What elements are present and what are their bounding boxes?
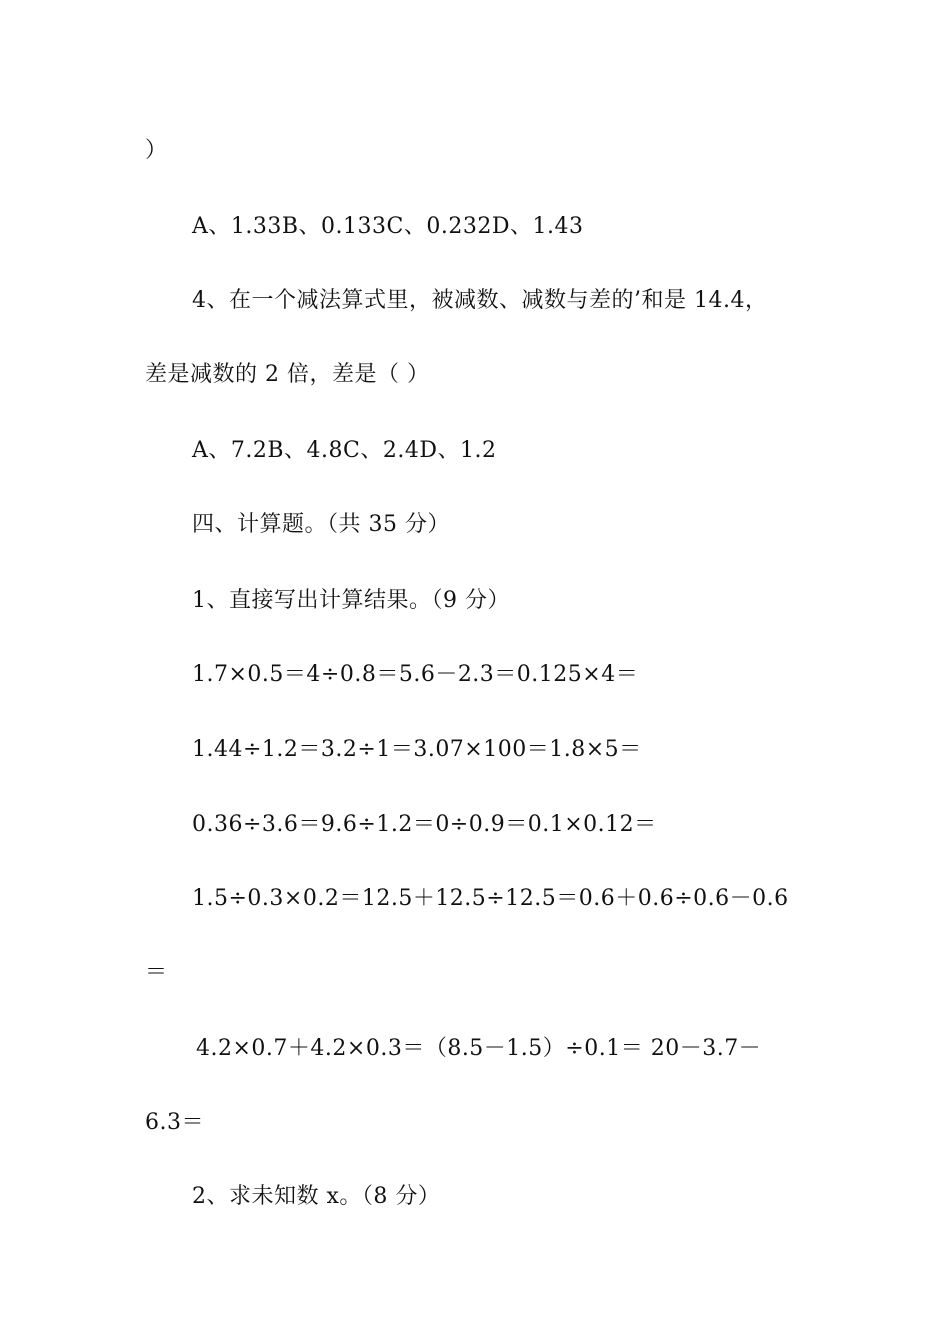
calc-row-4-continued: ＝ [145, 960, 168, 985]
calc-row-4: 1.5÷0.3×0.2＝12.5＋12.5÷12.5＝0.6＋0.6÷0.6－0.6 [192, 886, 789, 911]
calc-row-1: 1.7×0.5＝4÷0.8＝5.6－2.3＝0.125×4＝ [192, 662, 639, 687]
calc-row-5-continued: 6.3＝ [145, 1110, 204, 1135]
question-3-options: A、1.33B、0.133C、0.232D、1.43 [192, 214, 584, 239]
calc-row-3: 0.36÷3.6＝9.6÷1.2＝0÷0.9＝0.1×0.12＝ [192, 812, 657, 837]
calc-row-2: 1.44÷1.2＝3.2÷1＝3.07×100＝1.8×5＝ [192, 737, 642, 762]
question-4-options: A、7.2B、4.8C、2.4D、1.2 [192, 438, 497, 463]
question-4-text: 4、在一个减法算式里，被减数、减数与差的’和是 14.4， [192, 288, 768, 313]
question-4-text-continued: 差是减数的 2 倍，差是（ ） [145, 362, 430, 387]
section-4-heading: 四、计算题。（共 35 分） [192, 512, 450, 537]
question-3-closing-paren: ） [145, 138, 168, 163]
subsection-1-heading: 1、直接写出计算结果。（9 分） [192, 588, 510, 613]
subsection-2-heading: 2、求未知数 x。（8 分） [192, 1184, 441, 1209]
calc-row-5: 4.2×0.7＋4.2×0.3＝（8.5－1.5）÷0.1＝ 20－3.7－ [196, 1036, 762, 1061]
